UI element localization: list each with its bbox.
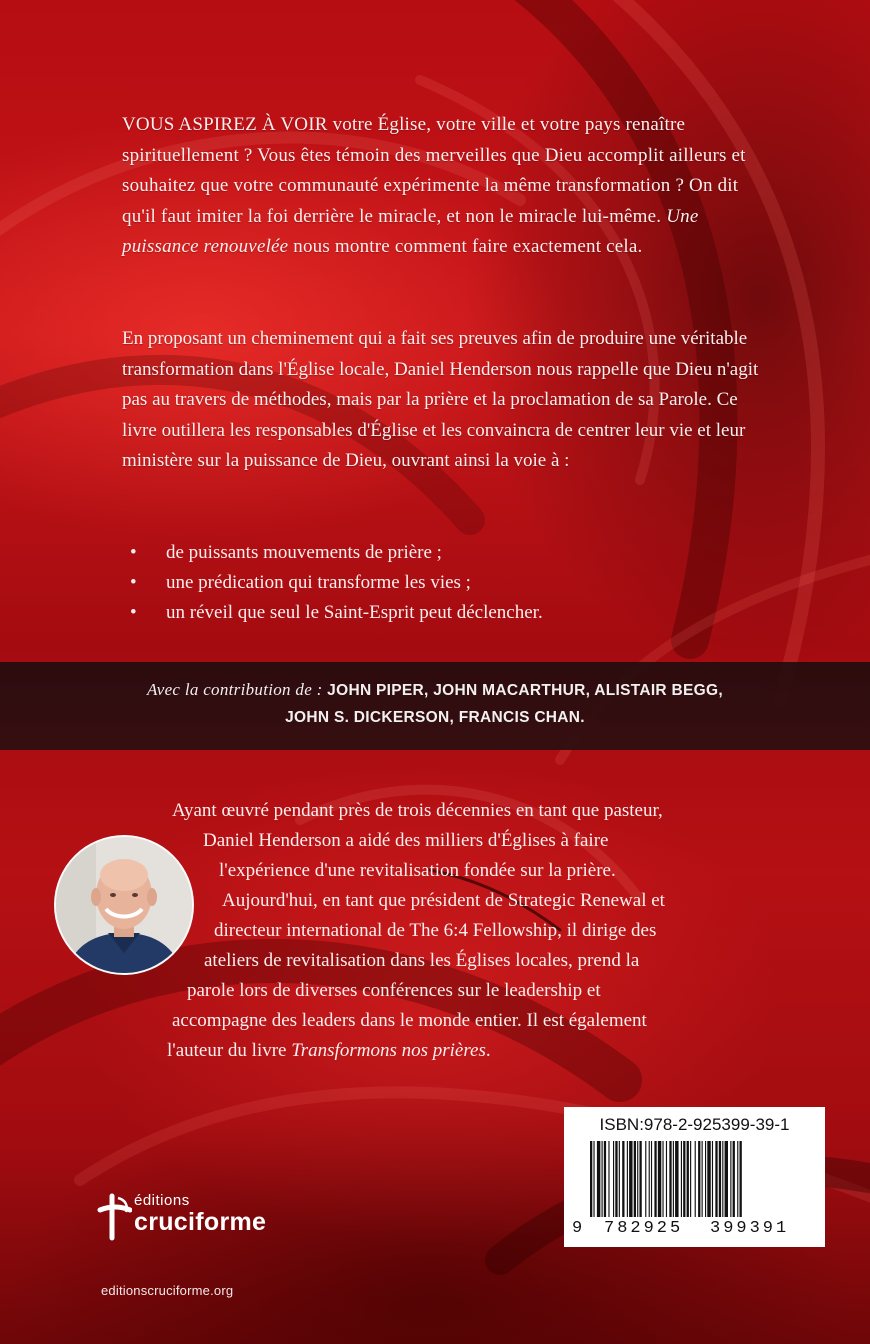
cross-logo-icon [96, 1192, 132, 1242]
intro-text-1: votre Église, votre ville et votre pays renaître spirituellement ? Vous êtes témoin des merveilles que Dieu accomplit ailleurs et souhaitez que votre communauté expérimente la même transformation ? On dit qu'il faut imiter la foi derrière le miracle, et non le miracle lui-même. [122, 114, 746, 227]
bio-line: directeur international de The 6:4 Fellowship, il dirige des [214, 920, 657, 941]
list-item: • un réveil que seul le Saint-Esprit peut déclencher. [130, 598, 543, 628]
isbn-label: ISBN:978-2-925399-39-1 [599, 1115, 790, 1134]
publisher-prefix: éditions [134, 1192, 190, 1209]
bio-line: l'expérience d'une revitalisation fondée sur la prière. [219, 860, 616, 881]
contributors-line-2: JOHN S. DICKERSON, FRANCIS CHAN. [285, 709, 585, 726]
bullet-icon: • [130, 602, 137, 623]
isbn-barcode-box: ISBN:978-2-925399-39-1 9 782925 399391 [564, 1107, 825, 1247]
bio-line-last: l'auteur du livre Transformons nos prières. [167, 1040, 491, 1061]
contributors-band [0, 662, 870, 750]
bio-line: parole lors de diverses conférences sur le leadership et [187, 980, 601, 1001]
book-title-italic: Une puissance renouvelée [122, 205, 699, 257]
bio-line: Ayant œuvré pendant près de trois décennies en tant que pasteur, [172, 800, 663, 821]
publisher-website: editionscruciforme.org [101, 1283, 234, 1298]
description-paragraph: En proposant un cheminement qui a fait ses preuves afin de produire une véritable transformation dans l'Église locale, Daniel Henderson nous rappelle que Dieu n'agit pas au travers de méthodes, mais par la prière et la proclamation de sa Parole. Ce livre outillera les responsables d'Église et les convaincra de centrer leur vie et leur ministère sur la puissance de Dieu, ouvrant ainsi la voie à : [122, 328, 759, 471]
intro-text-2: nous montre comment faire exactement cela. [288, 236, 643, 257]
bullet-list [130, 538, 543, 628]
list-item: • une prédication qui transforme les vies ; [130, 568, 543, 598]
barcode-icon [590, 1141, 799, 1217]
bio-book-title: Transformons nos prières [291, 1040, 486, 1061]
contributors-line-1: Avec la contribution de : JOHN PIPER, JOHN MACARTHUR, ALISTAIR BEGG, [146, 680, 723, 699]
contributors-prefix: Avec la contribution de : [146, 680, 323, 699]
bio-line: accompagne des leaders dans le monde entier. Il est également [172, 1010, 647, 1031]
author-photo [54, 835, 194, 975]
intro-lead-caps: VOUS ASPIREZ À VOIR [122, 114, 328, 135]
bio-line: ateliers de revitalisation dans les Églises locales, prend la [204, 950, 640, 971]
bio-line: Daniel Henderson a aidé des milliers d'Églises à faire [203, 830, 609, 851]
list-item: • de puissants mouvements de prière ; [130, 538, 543, 568]
author-portrait-icon [56, 837, 192, 973]
bio-line: Aujourd'hui, en tant que président de Strategic Renewal et [222, 890, 665, 911]
publisher-name: cruciforme [134, 1208, 267, 1236]
bullet-icon: • [130, 572, 137, 593]
bullet-icon: • [130, 542, 137, 563]
intro-paragraph [122, 110, 762, 263]
